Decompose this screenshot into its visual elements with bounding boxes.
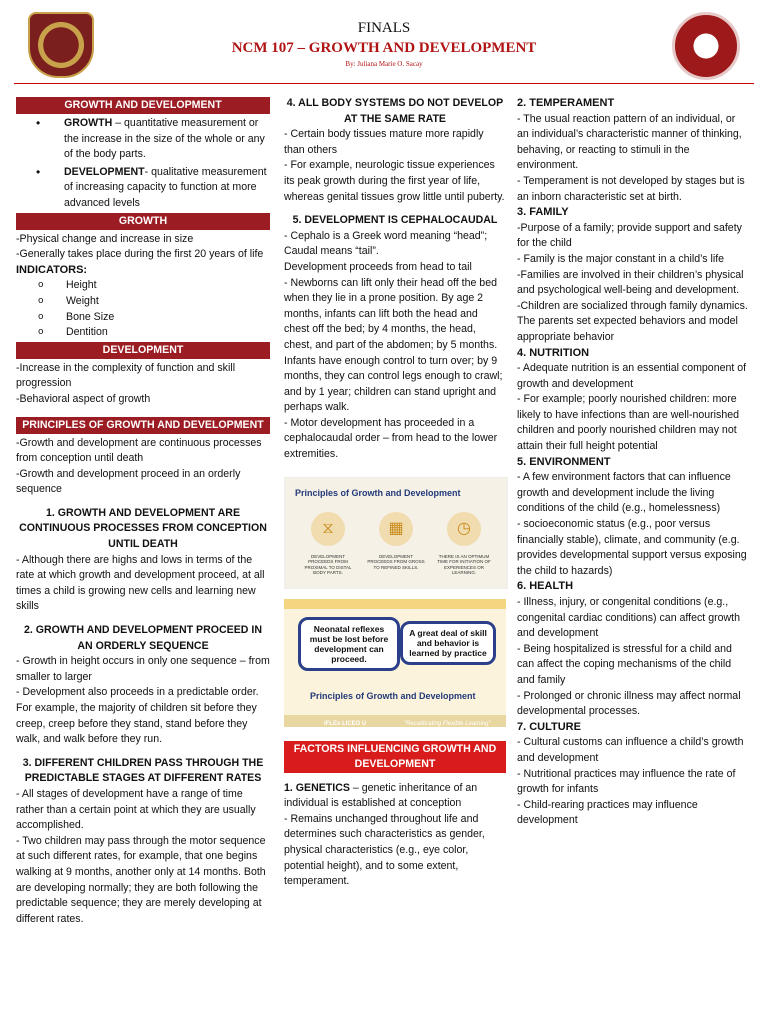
exam-label: FINALS <box>357 20 411 36</box>
bullet-icon: • <box>36 116 41 130</box>
principle-5-body-2: Development proceeds from head to tail <box>284 260 472 273</box>
growth-line-1: -Physical change and increase in size <box>16 232 194 245</box>
factor-5-body-2: - socioeconomic status (e.g., poor versus financially stable), climate, and community (e.g. provides developmental support versus exposing the child to hazards) <box>517 518 747 577</box>
development-line-2: -Behavioral aspect of growth <box>16 392 151 405</box>
principles-line-1: -Growth and development are continuous processes from conception until death <box>16 436 262 465</box>
factor-4-body-1: - Adequate nutrition is an essential component of growth and development <box>517 362 747 390</box>
infographic-2-title: Principles of Growth and Development <box>310 690 476 701</box>
bullet-development-definition <box>36 165 270 212</box>
growth-definition: – quantitative measurement or the increase in the size of the whole or any of the body parts. <box>64 117 265 161</box>
factor-3-body-1: -Purpose of a family; provide support and safety for the child <box>517 221 742 250</box>
column-right <box>517 96 749 829</box>
indicator-item: o Weight <box>38 294 270 310</box>
factor-4-body-2: - For example; poorly nourished children: more likely to have infections than are well-nourished children and poorly nourished children may not attain their full height potential <box>517 393 740 453</box>
infographic-2-footer <box>284 715 506 727</box>
principles-line-2: -Growth and development proceed in an orderly sequence <box>16 467 241 496</box>
principle-4-body-1: - Certain body tissues mature more rapidly than others <box>284 128 484 156</box>
section-band-factors: FACTORS INFLUENCING GROWTH AND DEVELOPMENT <box>284 741 506 773</box>
principle-3-body-1: - All stages of development have a range of time rather than a certain point at which they are usually accomplished. <box>16 787 256 832</box>
document-title: NCM 107 – GROWTH AND DEVELOPMENT <box>231 40 537 56</box>
infographic-2-footer-brand: iFLEx LICEO U <box>324 720 367 727</box>
header-divider <box>14 83 754 84</box>
principle-2-body-1: - Growth in height occurs in only one sequence – from smaller to larger <box>16 655 270 683</box>
circle-bullet-icon: o <box>38 311 44 322</box>
factor-1-genetics <box>284 781 506 812</box>
principles-infographic-1 <box>284 477 508 589</box>
principle-5-body-1: - Cephalo is a Greek word meaning “head”; Caudal means “tail”. <box>284 229 488 258</box>
circle-bullet-icon: o <box>38 280 44 291</box>
growth-line-2: -Generally takes place during the first 20 years of life <box>16 248 264 261</box>
factor-7-body-2: - Nutritional practices may influence the rate of growth for infants <box>517 767 736 796</box>
factor-6-body-3: - Prolonged or chronic illness may affect normal developmental processes. <box>517 689 741 718</box>
indicator-item: o Bone Size <box>38 310 270 326</box>
development-definition: - qualitative measurement of increasing capacity to function at more advanced levels <box>64 165 267 209</box>
column-left <box>16 96 270 927</box>
factor-6-body-2: - Being hospitalized is stressful for a child and can affect the coping mechanisms of the child and family <box>517 642 732 686</box>
factor-2-heading: 2. TEMPERAMENT <box>517 97 615 109</box>
infographic-1-caption-3: THERE IS AN OPTIMUM TIME FOR INITIATION OF EXPERIENCES OR LEARNING. <box>437 553 491 576</box>
factor-7-heading: 7. CULTURE <box>517 720 581 733</box>
principle-1-body: - Although there are highs and lows in terms of the rate at which growth and development proceed, at all times a child is growing new cells and learning new skills <box>16 553 265 613</box>
principles-infographic-2 <box>284 599 506 727</box>
principle-5-body-4: - Motor development has proceeded in a cephalocaudal order – from head to the lower extremities. <box>284 416 498 461</box>
principle-1-heading: 1. GROWTH AND DEVELOPMENT ARE CONTINUOUS PROCESSES FROM CONCEPTION UNTIL DEATH <box>19 506 267 551</box>
factor-2-body-2: - Temperament is not developed by stages but is an inborn characteristic set at birth. <box>517 174 745 203</box>
principle-3-body-2: - Two children may pass through the motor sequence at such different rates, for example, that one begins walking at 9 months, another only at 14 months. Both are developing normally; they are both following the predictable sequence; they are merely developing at different rates. <box>16 834 266 925</box>
circle-bullet-icon: o <box>38 295 44 306</box>
infographic-1-caption-2: DEVELOPMENT PROCEEDS FROM GROSS TO REFINED SKILLS. <box>367 553 425 570</box>
section-band-growth: GROWTH <box>16 213 270 230</box>
author-line: By: Juliana Marie O. Sacay <box>345 60 423 68</box>
factor-3-body-2: - Family is the major constant in a child’s life <box>517 252 725 265</box>
factor-3-body-3: -Families are involved in their children’s physical and psychological well-being and development. <box>517 268 744 297</box>
infographic-2-bubble-1: Neonatal reflexes must be lost before development can proceed. <box>298 617 400 671</box>
infographic-2-footer-slogan: "Recalibrating Flexible Learning" <box>404 720 491 727</box>
section-band-development: DEVELOPMENT <box>16 342 270 359</box>
principle-2-heading: 2. GROWTH AND DEVELOPMENT PROCEED IN AN ORDERLY SEQUENCE <box>24 624 262 652</box>
factor-6-body-1: - Illness, injury, or congenital conditions (e.g., congenital cardiac conditions) can affect growth and development <box>517 596 740 640</box>
page-header <box>0 0 768 88</box>
factor-5-heading: 5. ENVIRONMENT <box>517 455 611 468</box>
factor-1-definition: – genetic inheritance of an individual is established at conception <box>284 781 478 810</box>
principle-5-body-3: - Newborns can lift only their head off the bed when they lie in a prone position. By age 2 months, infants can lift both the head and chest off the bed; by 4 months, the head, chest, and part of the abdomen; by 5 months. Infants have enough control to turn over; by 9 months, they can control legs enough to crawl; and by 1 year; children can stand upright and perhaps walk. <box>284 276 503 414</box>
factor-1-term: 1. GENETICS <box>284 781 350 794</box>
factor-3-body-4: -Children are socialized through family dynamics. The parents set expected behaviors and model appropriate behavior <box>517 299 748 343</box>
infographic-1-title: Principles of Growth and Development <box>295 487 461 498</box>
factor-2-body-1: - The usual reaction pattern of an individual, or an individual’s characteristic manner of thinking, behaving, or reacting to stimuli in the environment. <box>517 112 742 172</box>
section-band-principles: PRINCIPLES OF GROWTH AND DEVELOPMENT <box>16 417 270 434</box>
factor-6-heading: 6. HEALTH <box>517 580 574 593</box>
principle-4-heading: 4. ALL BODY SYSTEMS DO NOT DEVELOP AT THE SAME RATE <box>286 97 504 125</box>
factor-7-body-3: - Child-rearing practices may influence development <box>517 798 698 827</box>
principle-2-body-2: - Development also proceeds in a predictable order. For example, the majority of children sit before they creep, creep before they stand, stand before they walk, and walk before they run. <box>16 686 259 746</box>
dna-icon: ⧖ <box>311 512 345 546</box>
term-development: DEVELOPMENT <box>64 165 145 178</box>
bullet-growth-definition <box>36 116 270 163</box>
infographic-2-bubble-2: A great deal of skill and behavior is learned by practice <box>400 621 496 665</box>
factor-1-body: - Remains unchanged throughout life and determines such characteristics as gender, physical characteristics (e.g., eye color, potential height), and to some extent, temperament. <box>284 812 485 888</box>
section-band-growth-and-development: GROWTH AND DEVELOPMENT <box>16 97 270 114</box>
factor-7-body-1: - Cultural customs can influence a child’s growth and development <box>517 736 744 764</box>
indicator-item: o Dentition <box>38 325 270 341</box>
factor-5-body-1: - A few environment factors that can influence growth and development include the living conditions of the child (e.g., homelessness) <box>517 471 731 515</box>
factor-4-heading: 4. NUTRITION <box>517 346 590 359</box>
bullet-icon: • <box>36 164 41 179</box>
term-growth: GROWTH <box>64 117 113 129</box>
indicators-heading: INDICATORS: <box>16 263 88 276</box>
column-middle <box>284 96 506 890</box>
calculator-icon: ▦ <box>379 512 413 546</box>
indicator-item: o Height <box>38 278 270 294</box>
principle-3-heading: 3. DIFFERENT CHILDREN PASS THROUGH THE PREDICTABLE STAGES AT DIFFERENT RATES <box>22 756 264 785</box>
timer-icon: ◷ <box>447 512 481 546</box>
factor-3-heading: 3. FAMILY <box>517 206 569 219</box>
infographic-1-caption-1: DEVELOPMENT PROCEEDS FROM PROXIMAL TO DISTAL BODY PARTS. <box>304 553 352 576</box>
principle-4-body-2: - For example, neurologic tissue experiences its peak growth during the first year of life, whereas genital tissues grow little until puberty. <box>284 159 505 203</box>
principle-5-heading: 5. DEVELOPMENT IS CEPHALOCAUDAL <box>292 214 498 227</box>
circle-bullet-icon: o <box>38 327 44 338</box>
development-line-1: -Increase in the complexity of function and skill progression <box>16 361 236 390</box>
